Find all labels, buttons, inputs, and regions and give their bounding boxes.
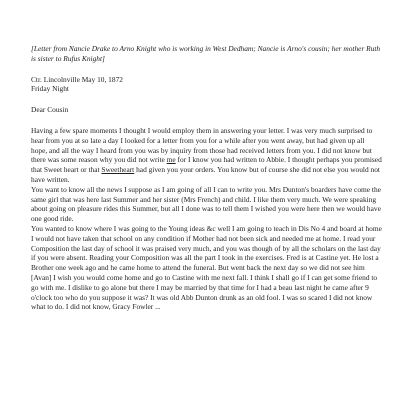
underlined-me: me — [166, 155, 176, 165]
dateline-day: Friday Night — [31, 84, 69, 94]
underlined-sweetheart: Sweetheart — [101, 165, 135, 175]
paragraph-1 — [31, 126, 382, 185]
paragraph-1-text-c: had given you your orders. You know but of course she did not else you would not have written. — [31, 165, 380, 184]
bottom-fade — [0, 386, 400, 400]
paragraph-1-text-b: for I know you had written to Abbie. I thought perhaps you promised that Sweet heart or that — [31, 155, 382, 175]
dateline — [31, 75, 382, 95]
paragraph-3: You wanted to know where I was going to the Young ideas &c well I am going to teach in Dis No 4 and board at home I would not have taken that school on any condition if Mother had not been sick and needed me at home. I read your Composition the last day of school it was praised very much, and you was though of by all the scholars on the last day if you were absent. Reading your Composition was all the part I took in the exercises. Fred is at Castine yet. He lost a Brother one week ago and he came home to attend the funeral. But went back the next day so we did not see him [Avan] I wish you would come home and go to Castine with me next fall. I think I shall go if I can get some friend to go with me. I dislike to go alone but there I may be married by that time for I had a beau last night he came after 9 o'clock too who do you suppose it was? It was old Abb Dunton drunk as an old fool. I was so scared I did not know what to do. I did not know, Gracy Fowler ... — [31, 223, 382, 312]
salutation: Dear Cousin — [31, 105, 69, 115]
editorial-note: [Letter from Nancie Drake to Arno Knight who is working in West Dedham; Nancie is Arno's cousin; her mother Ruth is sister to Rufus Knight] — [31, 44, 381, 63]
paragraph-2: You want to know all the news I suppose as I am going of all I can to write you. Mrs Dunton's boarders have come the same girl that was here last Summer and her sister (Mrs French) and child. I like them very much. We were speaking about going on pleasure rides this Summer, but all I done was to tell them I wished you were here then we would have one good ride. — [31, 184, 381, 224]
paragraph-1-text-a: Having a few spare moments I thought I would employ them in answering your letter. I was very much surprised to hear from you at so late a day I looked for a letter from you for a while after you went away, but had given up all hope, and all the way I heard from you was by inquiry from those had received letters from you. I did not know but there was some reason why you did not write — [31, 125, 373, 165]
dateline-place-date: Ctr. Lincolnville May 10, 1872 — [31, 74, 123, 84]
